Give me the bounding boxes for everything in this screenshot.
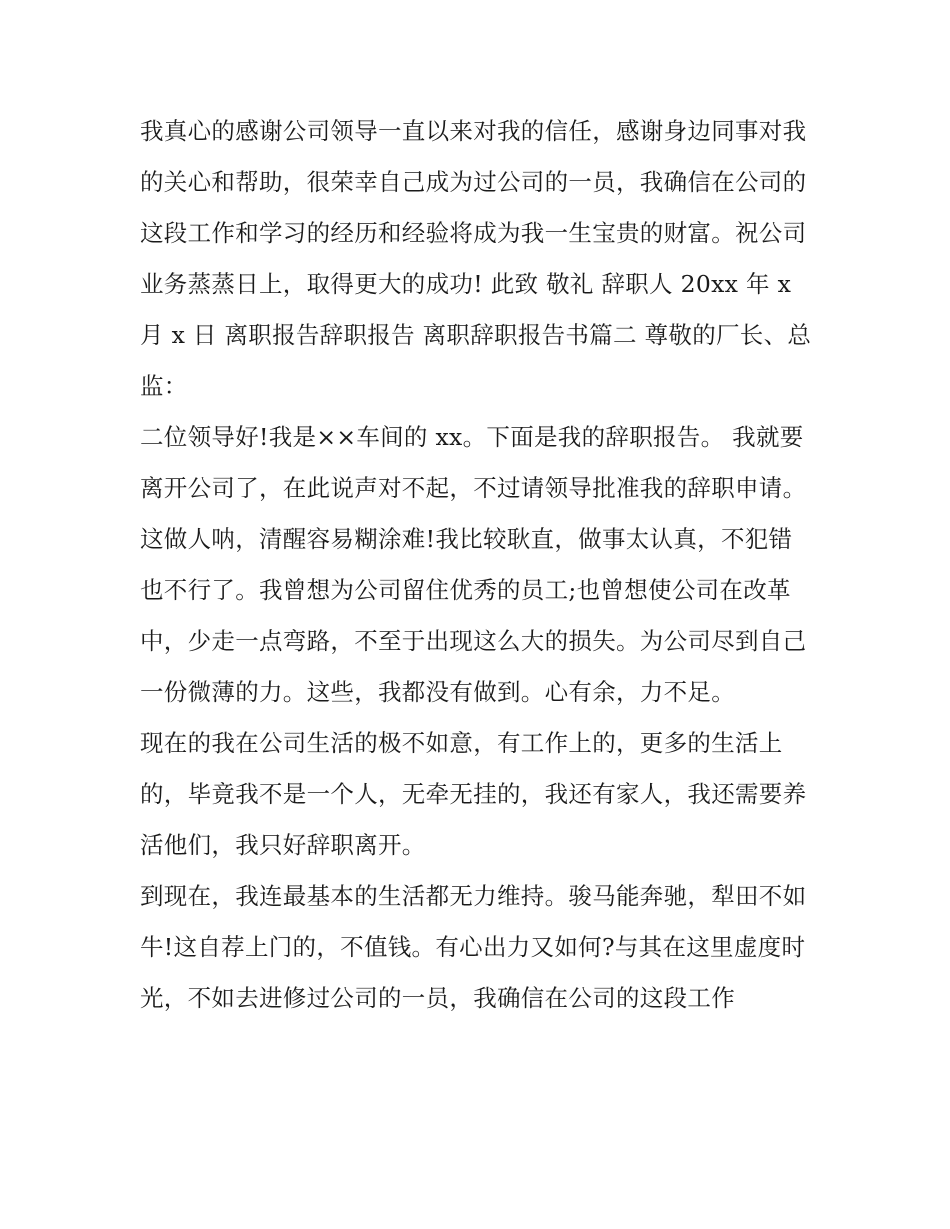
document-body <box>140 106 815 1024</box>
paragraph-4: 现在的我在公司生活的极不如意，有工作上的，更多的生活上的，毕竟我不是一个人，无牵无挂的，我还有家人，我还需要养活他们，我只好辞职离开。 <box>140 729 807 859</box>
paragraph-1: 我真心的感谢公司领导一直以来对我的信任，感谢身边同事对我的关心和帮助，很荣幸自己成为过公司的一员，我确信在公司的这段工作和学习的经历和经验将成为我一生宝贵的财富。祝公司业务蒸蒸日上，取得更大的成功! 此致 敬礼 辞职人 20xx 年 x 月 x 日 离职报告辞职报告 离职辞职报告书篇二 尊敬的厂长、总监： <box>140 117 812 400</box>
paragraph-5: 到现在，我连最基本的生活都无力维持。骏马能奔驰，犁田不如牛!这自荐上门的，不值钱。有心出力又如何?与其在这里虚度时光，不如去进修过公司的一员，我确信在公司的这段工作 <box>140 882 807 1012</box>
paragraph-3: 这做人呐，清醒容易糊涂难!我比较耿直，做事太认真，不犯错也不行了。我曾想为公司留住优秀的员工;也曾想使公司在改革中，少走一点弯路，不至于出现这么大的损失。为公司尽到自己一份微薄的力。这些，我都没有做到。心有余，力不足。 <box>140 525 807 706</box>
paragraph-2: 二位领导好!我是××车间的 xx。下面是我的辞职报告。 我就要离开公司了，在此说声对不起，不过请领导批准我的辞职申请。 <box>140 423 807 502</box>
